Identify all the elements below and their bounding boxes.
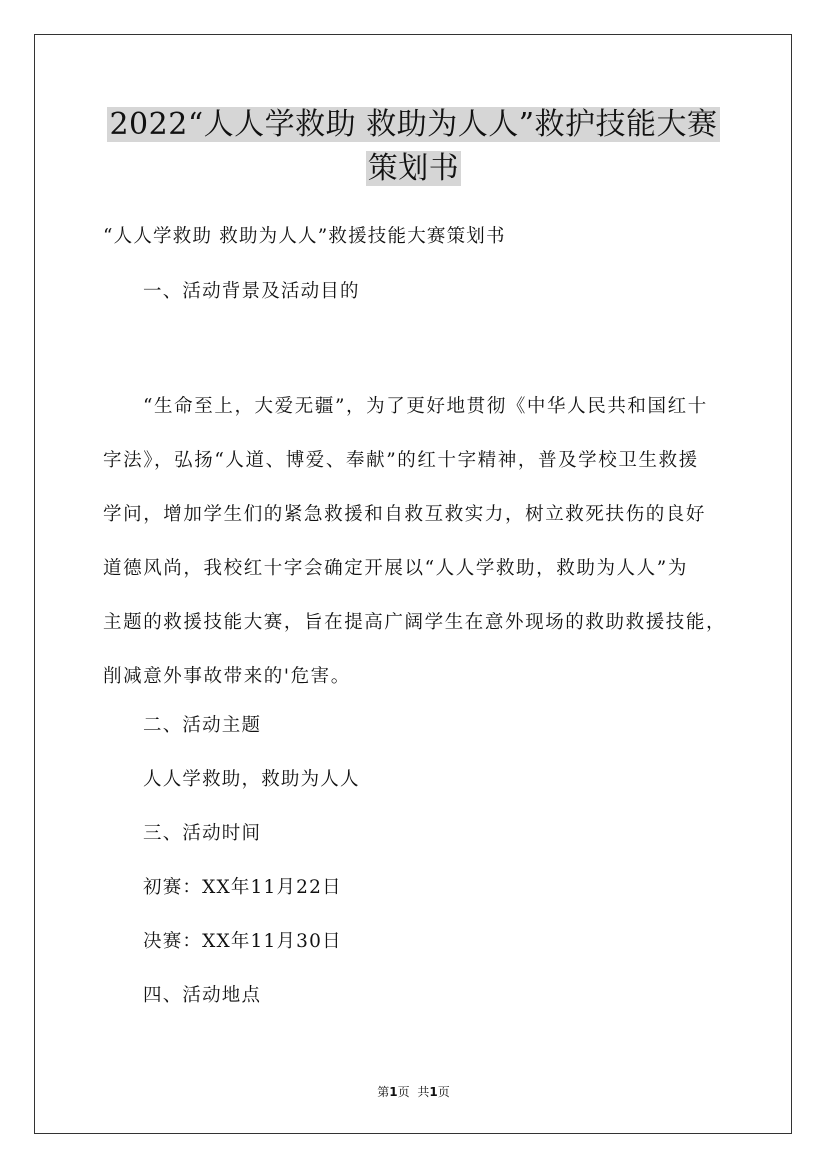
paragraph-line: 削减意外事故带来的'危害。 <box>103 666 351 687</box>
document-title-line1 <box>0 103 827 147</box>
paragraph-line: 学问，增加学生们的紧急救援和自救互救实力，树立救死扶伤的良好 <box>103 504 707 525</box>
page-prefix: 第 <box>377 1085 390 1099</box>
paragraph-line: 字法》，弘扬“人道、博爱、奉献”的红十字精神，普及学校卫生救援 <box>103 450 699 471</box>
section-heading-location: 四、活动地点 <box>143 985 262 1006</box>
section-heading-theme: 二、活动主题 <box>143 715 262 736</box>
paragraph-line: 道德风尚，我校红十字会确定开展以“人人学救助，救助为人人”为 <box>103 558 688 579</box>
section-heading-time: 三、活动时间 <box>143 823 262 844</box>
total-suffix: 页 <box>437 1085 450 1099</box>
title-line1-text: 2022“人人学救助 救助为人人”救护技能大赛 <box>109 107 718 142</box>
total-pages: 1 <box>429 1085 438 1099</box>
final-date: 决赛：XX年11月30日 <box>143 931 342 952</box>
paragraph-line: “生命至上，大爱无疆”，为了更好地贯彻《中华人民共和国红十 <box>143 396 708 417</box>
background-paragraph <box>103 380 743 704</box>
preliminary-date: 初赛：XX年11月22日 <box>143 877 342 898</box>
page-suffix: 页 <box>397 1085 410 1099</box>
total-prefix: 共 <box>417 1085 430 1099</box>
theme-text: 人人学救助，救助为人人 <box>143 769 360 790</box>
document-title-line2 <box>0 147 827 191</box>
page-number: 1 <box>389 1085 398 1099</box>
document-subtitle: “人人学救助 救助为人人”救援技能大赛策划书 <box>103 226 506 247</box>
paragraph-line: 主题的救援技能大赛，旨在提高广阔学生在意外现场的救助救援技能， <box>103 612 727 633</box>
page-footer <box>0 1083 827 1101</box>
title-line2-text: 策划书 <box>367 151 460 186</box>
section-heading-background: 一、活动背景及活动目的 <box>143 281 360 302</box>
